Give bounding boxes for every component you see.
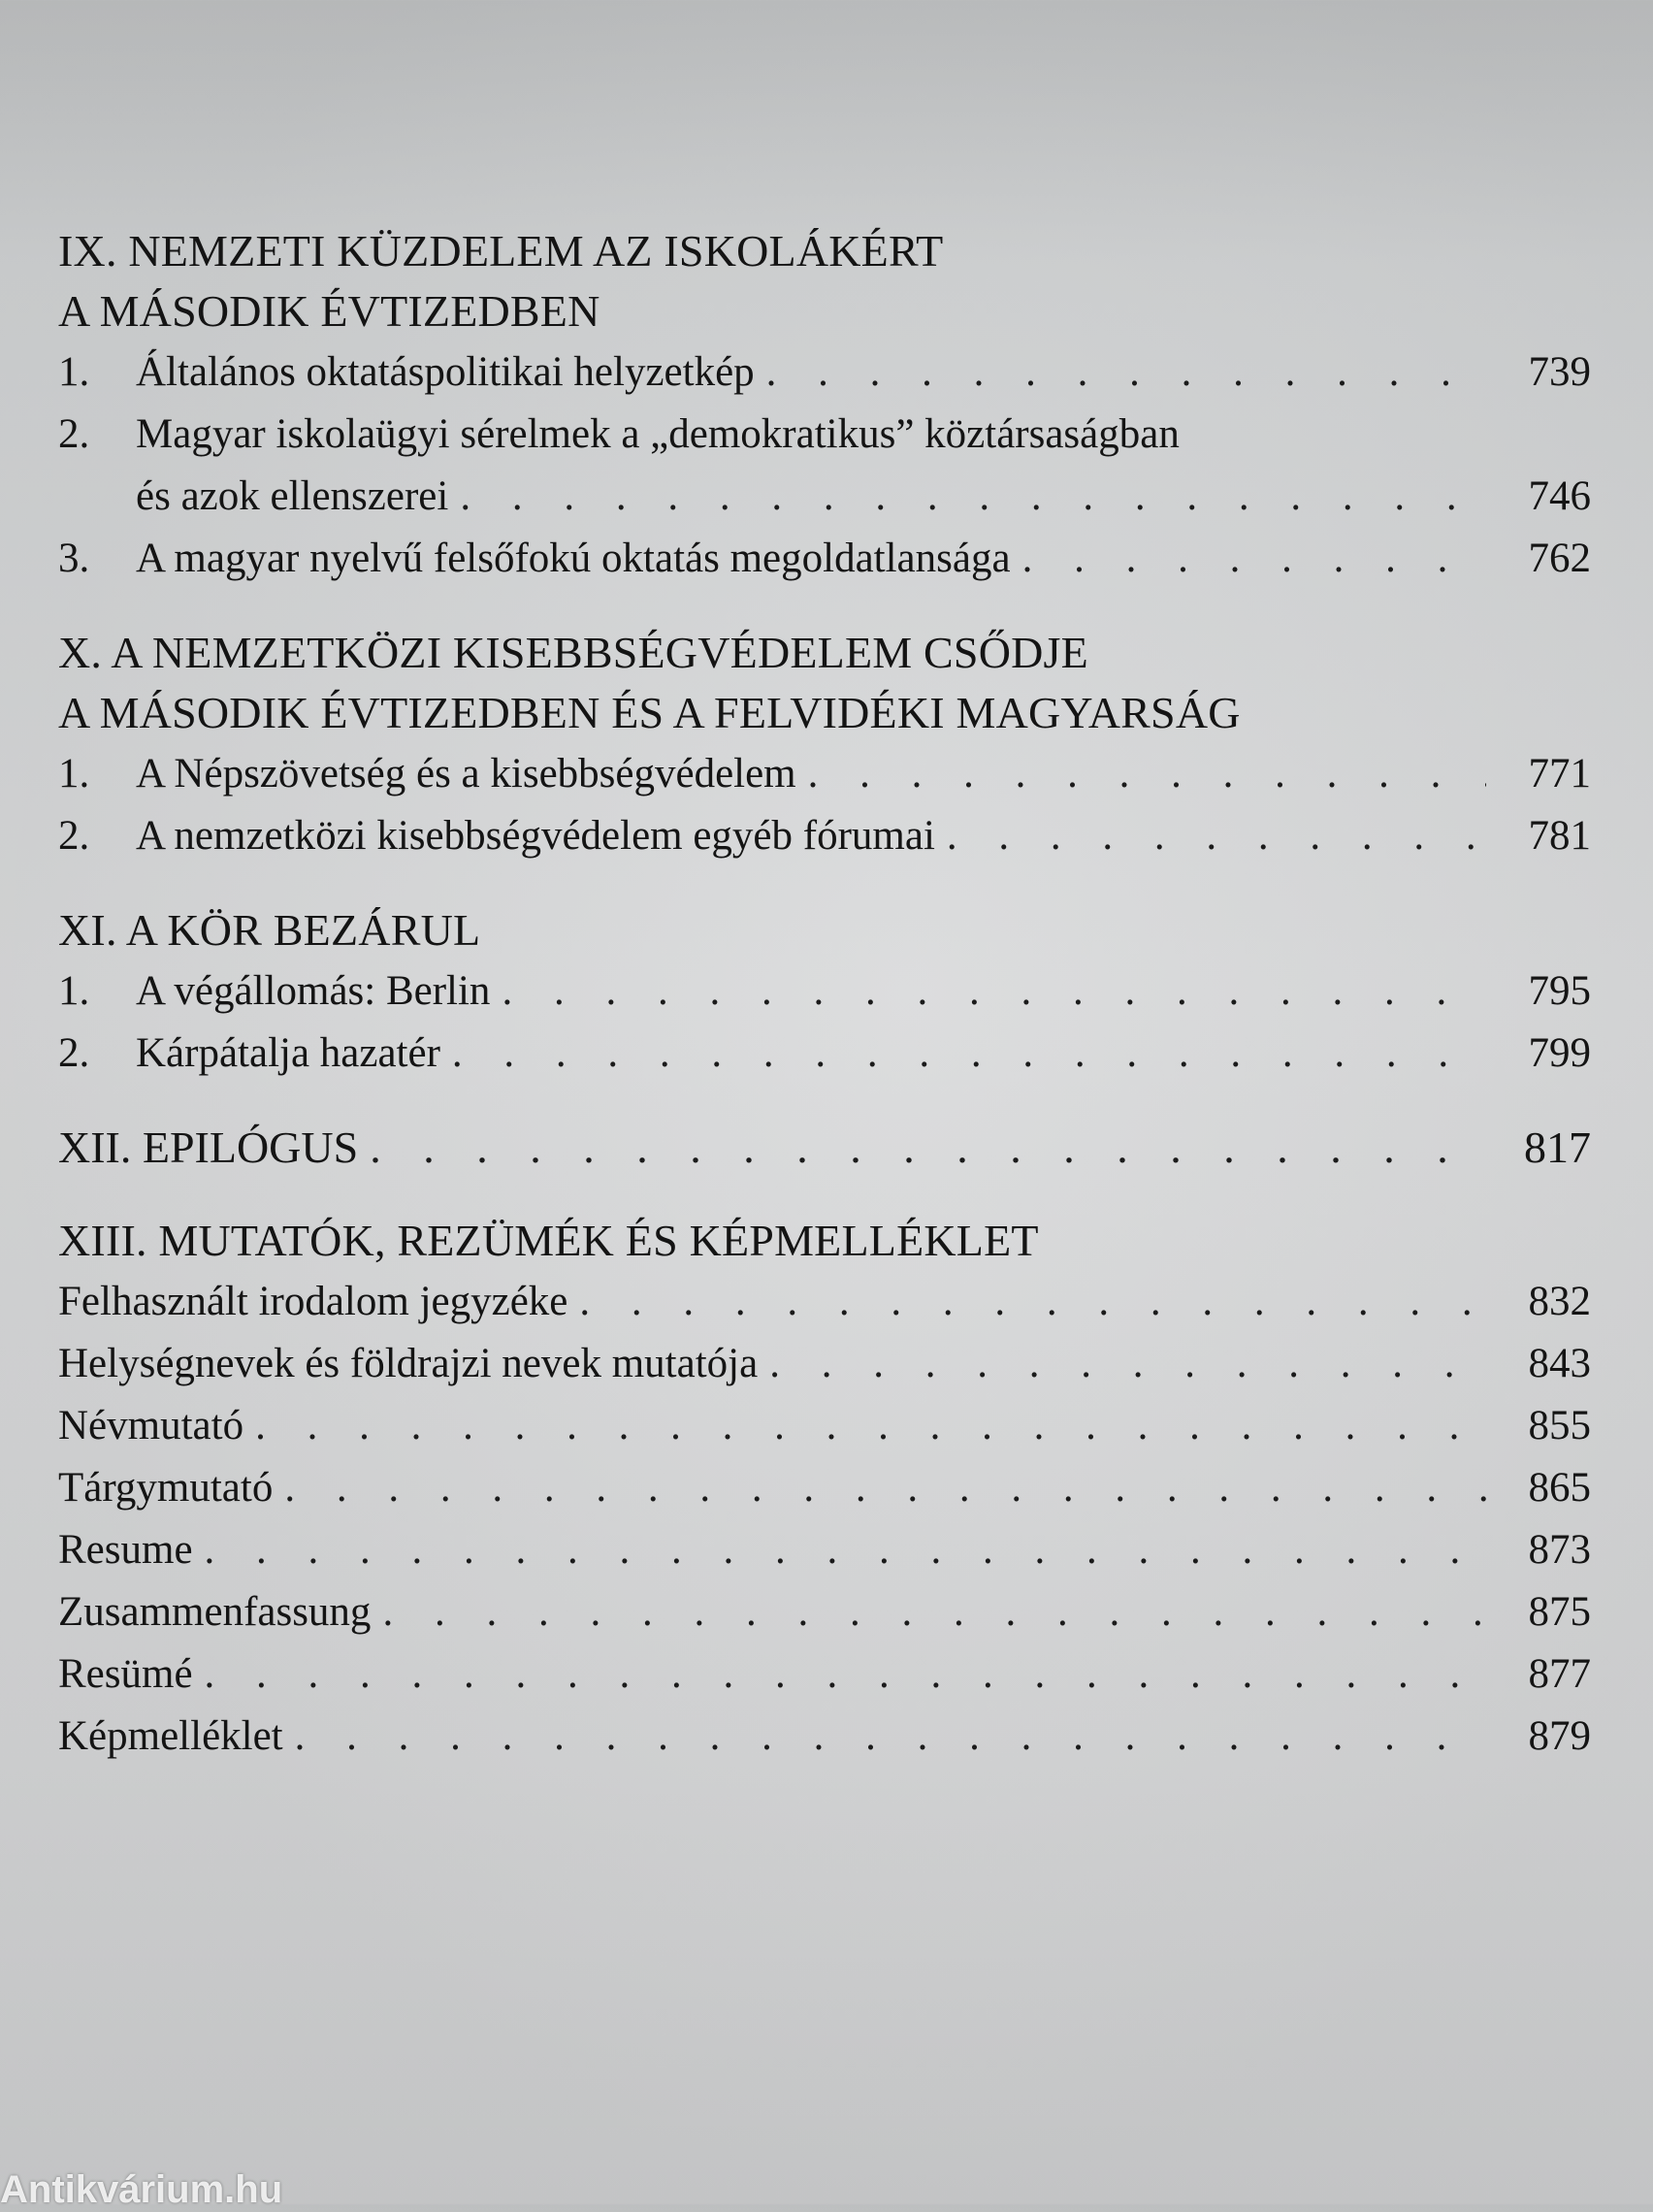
page-number: 781 — [1528, 813, 1591, 859]
entry-number: 1. — [58, 968, 90, 1014]
page-number: 843 — [1528, 1341, 1591, 1386]
dot-leader — [370, 1118, 1486, 1178]
toc-entry — [58, 1706, 1591, 1768]
section-title: X. A NEMZETKÖZI KISEBBSÉGVÉDELEM CSŐDJE — [58, 628, 1088, 677]
page-number: 795 — [1528, 968, 1591, 1014]
table-of-contents — [58, 221, 1591, 1801]
entry-title: Magyar iskolaügyi sérelmek a „demokratikus” köztársaságban — [136, 411, 1180, 457]
section-title: XII. EPILÓGUS — [58, 1122, 359, 1172]
toc-entry-epilogue — [58, 1118, 1591, 1178]
dot-leader — [769, 1333, 1486, 1395]
entry-number: 2. — [58, 411, 90, 457]
toc-section-ix — [58, 221, 1591, 590]
entry-title: Képmelléklet — [58, 1713, 283, 1759]
entry-title: A magyar nyelvű felsőfokú oktatás megoldatlansága — [136, 536, 1011, 581]
entry-title: A Népszövetség és a kisebbségvédelem — [136, 751, 796, 797]
dot-leader — [295, 1706, 1486, 1768]
toc-entry — [58, 1271, 1591, 1333]
page-number: 817 — [1524, 1122, 1591, 1172]
dot-leader — [1022, 528, 1486, 590]
page-number: 873 — [1528, 1527, 1591, 1573]
dot-leader — [452, 1023, 1486, 1085]
page-number: 746 — [1528, 473, 1591, 519]
entry-number: 3. — [58, 536, 90, 581]
section-title-line2: A MÁSODIK ÉVTIZEDBEN ÉS A FELVIDÉKI MAGYARSÁG — [58, 688, 1241, 737]
dot-leader — [502, 960, 1486, 1023]
toc-section-xi — [58, 900, 1591, 1085]
entry-title: Helységnevek és földrajzi nevek mutatója — [58, 1341, 759, 1386]
dot-leader — [766, 342, 1486, 404]
page-number: 877 — [1528, 1651, 1591, 1697]
toc-entry — [58, 1519, 1591, 1581]
dot-leader — [808, 743, 1486, 805]
page-number: 762 — [1528, 536, 1591, 581]
entry-title: Resümé — [58, 1651, 193, 1697]
toc-entry — [58, 404, 1591, 466]
section-title-line2: A MÁSODIK ÉVTIZEDBEN — [58, 286, 600, 336]
page-number: 771 — [1528, 751, 1591, 797]
entry-title: Resume — [58, 1527, 193, 1573]
toc-entry — [58, 528, 1591, 590]
page-number: 865 — [1528, 1465, 1591, 1511]
page-number: 855 — [1528, 1403, 1591, 1448]
entry-title: Általános oktatáspolitikai helyzetkép — [136, 349, 755, 395]
toc-entry — [58, 960, 1591, 1023]
dot-leader — [579, 1271, 1486, 1333]
dot-leader — [255, 1395, 1486, 1457]
entry-title: Zusammenfassung — [58, 1589, 372, 1635]
toc-entry — [58, 1581, 1591, 1643]
page-number: 739 — [1528, 349, 1591, 395]
toc-section-xiii — [58, 1211, 1591, 1768]
toc-entry — [58, 1023, 1591, 1085]
entry-number: 2. — [58, 813, 90, 859]
dot-leader — [284, 1457, 1486, 1519]
page-number: 832 — [1528, 1279, 1591, 1324]
toc-entry — [58, 743, 1591, 805]
entry-title: Felhasznált irodalom jegyzéke — [58, 1279, 568, 1324]
toc-section-xii — [58, 1118, 1591, 1178]
entry-title: Tárgymutató — [58, 1465, 274, 1511]
section-title: IX. NEMZETI KÜZDELEM AZ ISKOLÁKÉRT — [58, 226, 944, 276]
dot-leader — [205, 1643, 1486, 1706]
entry-title: A nemzetközi kisebbségvédelem egyéb fórumai — [136, 813, 935, 859]
section-title: XI. A KÖR BEZÁRUL — [58, 905, 481, 955]
page-number: 879 — [1528, 1713, 1591, 1759]
entry-number: 1. — [58, 751, 90, 797]
dot-leader — [382, 1581, 1486, 1643]
dot-leader — [947, 805, 1486, 867]
entry-number: 2. — [58, 1030, 90, 1076]
entry-title: Névmutató — [58, 1403, 244, 1448]
toc-entry-continuation — [58, 466, 1591, 528]
toc-entry — [58, 1333, 1591, 1395]
toc-entry — [58, 1457, 1591, 1519]
toc-entry — [58, 805, 1591, 867]
toc-entry — [58, 1395, 1591, 1457]
entry-title: Kárpátalja hazatér — [136, 1030, 440, 1076]
page-number: 799 — [1528, 1030, 1591, 1076]
toc-entry — [58, 342, 1591, 404]
toc-entry — [58, 1643, 1591, 1706]
entry-title: A végállomás: Berlin — [136, 968, 491, 1014]
dot-leader — [205, 1519, 1486, 1581]
toc-section-x — [58, 623, 1591, 867]
entry-title-continuation: és azok ellenszerei — [136, 473, 449, 519]
entry-number: 1. — [58, 349, 90, 395]
page-number: 875 — [1528, 1589, 1591, 1635]
site-watermark: Antikvárium.hu — [0, 2168, 283, 2211]
dot-leader — [460, 466, 1486, 528]
section-title: XIII. MUTATÓK, REZÜMÉK ÉS KÉPMELLÉKLET — [58, 1216, 1039, 1265]
